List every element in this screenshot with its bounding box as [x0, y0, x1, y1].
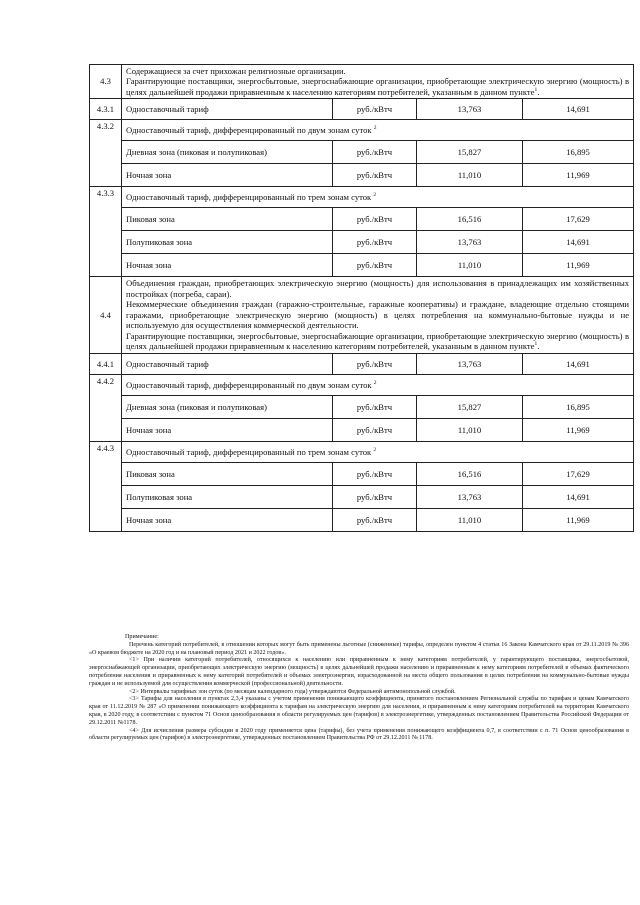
unit-cell: руб./кВтч	[333, 418, 417, 441]
value-second-half: 16,895	[523, 141, 634, 164]
unit-cell: руб./кВтч	[333, 164, 417, 187]
description-paragraph	[126, 278, 629, 299]
row-label	[122, 353, 333, 374]
row-label-text: Одноставочный тариф	[126, 358, 209, 369]
notes-block	[89, 634, 629, 743]
unit-cell: руб./кВтч	[333, 353, 417, 374]
value-second-half: 11,969	[523, 418, 634, 441]
note-4: <4> Для исчисления размера субсидии в 2020 году применяется цена (тарифы), без учета применения понижающего коэффициента 0,7, в соответствии с п. 71 Основ ценообразования в области регулируемых цен (тарифов) в электроэнергетике, утвержденных постановлением Правительства РФ от 29.12.2011 № 1178.	[89, 727, 629, 742]
row-label-text: Полупиковая зона	[126, 491, 193, 502]
row-label-text: Ночная зона	[126, 260, 172, 271]
footnote-mark: 1	[534, 87, 538, 94]
section-number: 4.3	[90, 65, 122, 99]
unit-cell: руб./кВтч	[333, 208, 417, 231]
zone-group-label	[122, 187, 634, 208]
unit-cell: руб./кВтч	[333, 462, 417, 485]
unit-cell: руб./кВтч	[333, 141, 417, 164]
row-label-text: Одноставочный тариф, дифференцированный по двум зонам суток	[126, 125, 372, 136]
zone-label	[122, 164, 333, 187]
zone-label	[122, 418, 333, 441]
value-second-half: 11,969	[523, 508, 634, 531]
footnote-mark: 2	[373, 446, 377, 453]
value-first-half: 11,010	[417, 164, 523, 187]
zone-row	[90, 395, 634, 418]
value-first-half: 11,010	[417, 418, 523, 441]
section-row	[90, 277, 634, 353]
zone-row	[90, 485, 634, 508]
row-label-text: Пиковая зона	[126, 214, 175, 225]
row-label-text: Одноставочный тариф, дифференцированный по трем зонам суток	[126, 446, 372, 457]
zone-label	[122, 254, 333, 277]
value-second-half: 14,691	[523, 231, 634, 254]
zone-group-header	[90, 120, 634, 141]
value-first-half: 15,827	[417, 395, 523, 418]
row-number: 4.4.1	[90, 353, 122, 374]
value-first-half: 13,763	[417, 231, 523, 254]
unit-cell: руб./кВтч	[333, 485, 417, 508]
description-text: Гарантирующие поставщики, энергосбытовые, энергоснабжающие организации, приобретающие электрическую энергию (мощность) в целях дальнейшей продажи приравненным к населению категориям потребителей, указанным в данном пункте	[126, 76, 630, 97]
row-label-text: Дневная зона (пиковая и полупиковая)	[126, 147, 267, 158]
row-number: 4.3.3	[90, 187, 122, 277]
zone-label	[122, 462, 333, 485]
footnote-mark: 2	[373, 192, 377, 199]
value-first-half: 16,516	[417, 208, 523, 231]
zone-row	[90, 141, 634, 164]
zone-group-label	[122, 120, 634, 141]
zone-label	[122, 231, 333, 254]
row-label-text: Одноставочный тариф, дифференцированный по трем зонам суток	[126, 192, 372, 203]
zone-group-label	[122, 374, 634, 395]
tariff-row	[90, 99, 634, 120]
zone-row	[90, 208, 634, 231]
zone-group-header	[90, 374, 634, 395]
footnote-mark: 2	[373, 379, 377, 386]
zone-group-header	[90, 441, 634, 462]
unit-cell: руб./кВтч	[333, 395, 417, 418]
unit-cell: руб./кВтч	[333, 254, 417, 277]
value-first-half: 13,763	[417, 353, 523, 374]
note-intro: Перечень категорий потребителей, в отношении которых могут быть применены льготные (сниженные) тарифы, определен пунктом 4 статьи 16 Закона Камчатского края от 29.11.2019 № 396 «О краевом бюджете на 2020 год и на плановый период 2021 и 2022 годов».	[89, 641, 629, 656]
value-first-half: 16,516	[417, 462, 523, 485]
zone-row	[90, 164, 634, 187]
row-label-text: Полупиковая зона	[126, 237, 193, 248]
row-label-text: Одноставочный тариф, дифференцированный по двум зонам суток	[126, 379, 372, 390]
footnote-mark: 1	[534, 341, 538, 348]
value-second-half: 11,969	[523, 164, 634, 187]
zone-row	[90, 508, 634, 531]
zone-group-header	[90, 187, 634, 208]
section-description	[122, 65, 634, 99]
row-number: 4.4.2	[90, 374, 122, 441]
value-second-half: 14,691	[523, 485, 634, 508]
row-label	[122, 99, 333, 120]
value-first-half: 11,010	[417, 254, 523, 277]
section-row	[90, 65, 634, 99]
description-text: Объединения граждан, приобретающих электрическую энергию (мощность) для использования в принадлежащих им хозяйственных постройках (погреба, сараи).	[126, 278, 630, 299]
value-second-half: 17,629	[523, 462, 634, 485]
unit-cell: руб./кВтч	[333, 508, 417, 531]
value-second-half: 14,691	[523, 353, 634, 374]
notes-heading: Примечание:	[125, 634, 159, 640]
tariff-table	[89, 64, 634, 532]
unit-cell: руб./кВтч	[333, 231, 417, 254]
description-text: Гарантирующие поставщики, энергосбытовые, энергоснабжающие организации, приобретающие электрическую энергию (мощность) в целях дальнейшей продажи приравненным к населению категориям потребителей, указанным в данном пункте	[126, 330, 630, 352]
value-second-half: 11,969	[523, 254, 634, 277]
value-first-half: 11,010	[417, 508, 523, 531]
zone-row	[90, 418, 634, 441]
row-label-text: Одноставочный тариф	[126, 104, 209, 115]
zone-row	[90, 231, 634, 254]
description-paragraph: Гарантирующие поставщики, энергосбытовые, энергоснабжающие организации, приобретающие электрическую энергию (мощность) в целях дальнейшей продажи приравненным к населению категориям потребителей, указанным в данном пункте$^1$.	[126, 76, 630, 97]
value-second-half: 17,629	[523, 208, 634, 231]
unit-cell: руб./кВтч	[333, 99, 417, 120]
row-number: 4.3.2	[90, 120, 122, 187]
row-number: 4.4.3	[90, 441, 122, 531]
row-label-text: Дневная зона (пиковая и полупиковая)	[126, 401, 267, 412]
value-second-half: 14,691	[523, 99, 634, 120]
note-3: <3> Тарифы для населения в пунктах 2,3,4 указаны с учетом применения понижающего коэффициента, принятого постановлением Региональной службы по тарифам и ценам Камчатского края от 11.12.2019 № 287 «О применении понижающего коэффициента к тарифам на электрическую энергию для населения, и приравненным к нему категориям потребителей на территории Камчатского края, в 2020 году, в соответствии с пунктом 71 Основ ценообразования в области регулируемых цен (тарифов) в электроэнергетике, утвержденных постановлением Правительства Российской Федерации от 29.12.2011 №1178.	[89, 696, 629, 726]
description-text: Содержащиеся за счет прихожан религиозные организации.	[126, 66, 346, 76]
row-label-text: Ночная зона	[126, 514, 172, 525]
zone-label	[122, 508, 333, 531]
value-first-half: 13,763	[417, 99, 523, 120]
description-paragraph	[126, 66, 629, 76]
zone-group-label	[122, 441, 634, 462]
description-paragraph: Гарантирующие поставщики, энергосбытовые, энергоснабжающие организации, приобретающие электрическую энергию (мощность) в целях дальнейшей продажи приравненным к населению категориям потребителей, указанным в данном пункте$^1$.	[126, 330, 630, 352]
value-first-half: 15,827	[417, 141, 523, 164]
zone-row	[90, 462, 634, 485]
description-paragraph	[126, 299, 629, 330]
tariff-row	[90, 353, 634, 374]
description-text: Некоммерческие объединения граждан (гаражно-строительные, гаражные кооперативы) и граждане, владеющие отдельно стоящими гаражами, приобретающие электрическую энергию (мощность) в целях потребления на коммунально-бытовые нужды и не используемую для осуществления коммерческой деятельности.	[126, 299, 630, 331]
zone-label	[122, 208, 333, 231]
value-first-half: 13,763	[417, 485, 523, 508]
row-number: 4.3.1	[90, 99, 122, 120]
zone-label	[122, 395, 333, 418]
row-label-text: Ночная зона	[126, 424, 172, 435]
value-second-half: 16,895	[523, 395, 634, 418]
zone-label	[122, 141, 333, 164]
section-description	[122, 277, 634, 353]
note-2: <2> Интервалы тарифных зон суток (по месяцам календарного года) утверждаются Федеральной антимонопольной службой.	[129, 688, 456, 695]
row-label-text: Пиковая зона	[126, 468, 175, 479]
row-label-text: Ночная зона	[126, 170, 172, 181]
zone-label	[122, 485, 333, 508]
note-1: <1> При наличии категорий потребителей, относящихся к населению или приравненным к нему категориям потребителей, у гарантирующего поставщика, энергосбытовой, энергоснабжающей организации, приобретающих электрическую энергию (мощность) в целях дальнейшей продажи населению и приравненным к нему категориям потребителей в объемах фактического потребления населения и приравненных к нему категорий потребителей и объемах электроэнергии, израсходованной на места общего пользования в целях потребления на коммунально-бытовые нужды граждан и не используемой для осуществления коммерческой (профессиональной) деятельности.	[89, 657, 629, 687]
section-number: 4.4	[90, 277, 122, 353]
footnote-mark: 2	[373, 125, 377, 132]
zone-row	[90, 254, 634, 277]
